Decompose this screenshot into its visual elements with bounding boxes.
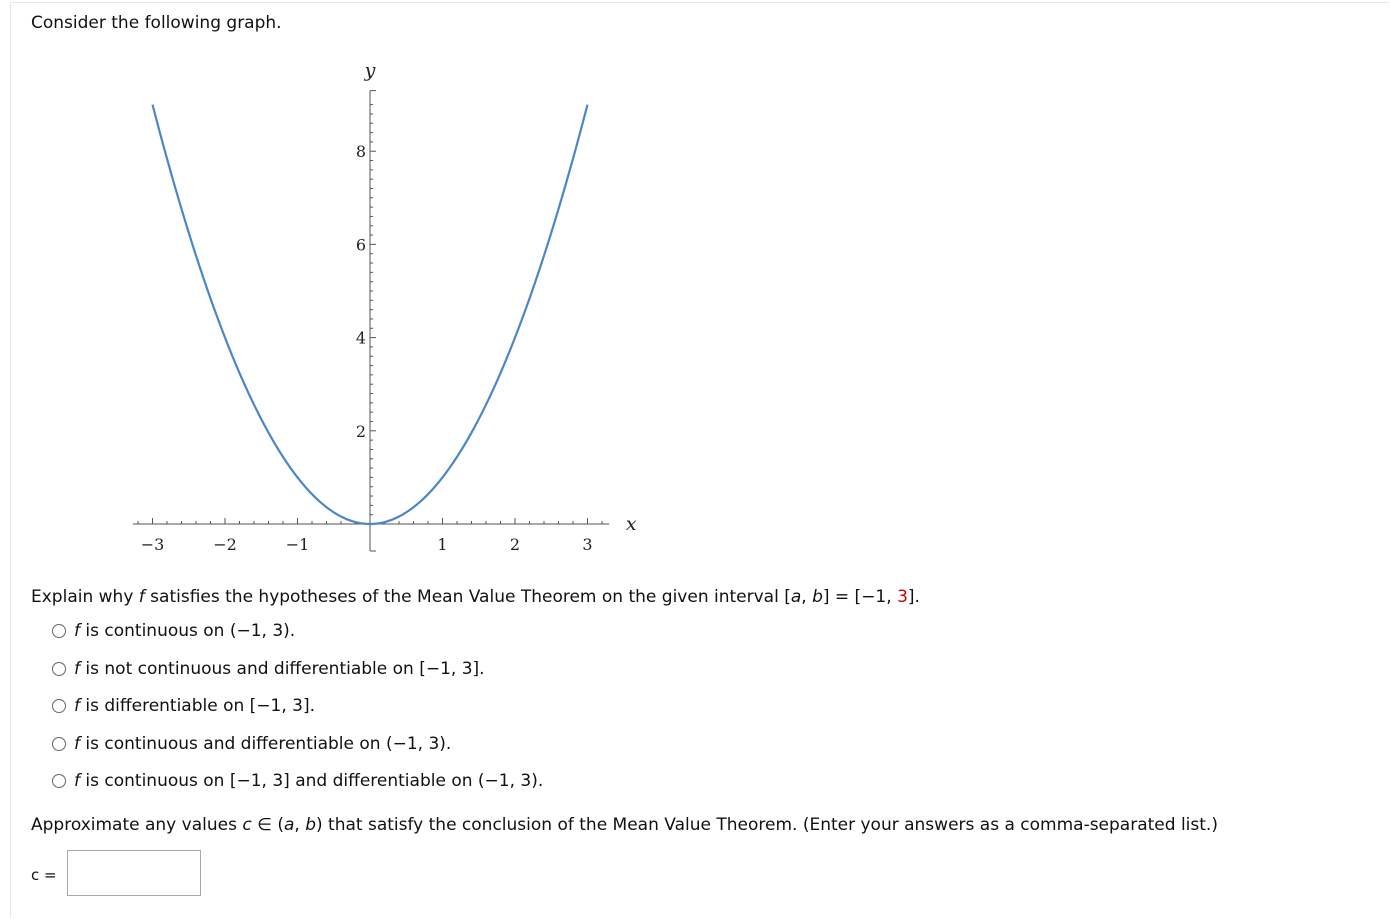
radio-button[interactable] — [52, 774, 66, 788]
y-tick-label: 2 — [355, 421, 366, 441]
radio-button[interactable] — [52, 737, 66, 751]
question-2: Approximate any values c ∈ (a, b) that satisfy the conclusion of the Mean Value Theorem. (Enter your answers as a comma-separated list.) — [31, 815, 1218, 835]
x-tick-label: −2 — [213, 535, 237, 554]
x-tick-label: 3 — [582, 535, 593, 554]
option-5[interactable] — [52, 770, 543, 792]
answer-label: c = — [31, 866, 57, 884]
x-tick-label: 2 — [509, 535, 521, 554]
radio-button[interactable] — [52, 662, 66, 676]
radio-button[interactable] — [52, 624, 66, 638]
x-tick-label: −1 — [285, 535, 310, 554]
radio-button[interactable] — [52, 699, 66, 713]
parabola-graph — [120, 55, 640, 555]
x-axis-label: x — [625, 513, 637, 535]
graph-axes — [133, 91, 609, 551]
y-tick-label: 8 — [355, 142, 366, 162]
y-tick-label: 6 — [355, 235, 366, 255]
option-1[interactable] — [52, 620, 295, 642]
option-2[interactable] — [52, 658, 485, 680]
option-label: f is continuous and differentiable on (−1, 3). — [74, 734, 452, 754]
option-label: f is not continuous and differentiable on [−1, 3]. — [74, 659, 485, 679]
y-tick-label: 4 — [355, 328, 366, 348]
y-axis-label: y — [364, 59, 376, 82]
intro-text: Consider the following graph. — [31, 13, 282, 33]
option-4[interactable] — [52, 733, 451, 755]
graph-tick-labels — [141, 142, 593, 554]
x-tick-label: −3 — [140, 535, 165, 554]
option-label: f is differentiable on [−1, 3]. — [74, 696, 316, 716]
question-1: Explain why f satisfies the hypotheses of the Mean Value Theorem on the given interval [a, b] = [−1, 3]. — [31, 587, 920, 607]
option-3[interactable] — [52, 695, 315, 717]
x-tick-label: 1 — [437, 535, 448, 554]
option-label: f is continuous on (−1, 3). — [74, 621, 296, 641]
option-label: f is continuous on [−1, 3] and differentiable on (−1, 3). — [74, 771, 544, 791]
answer-input[interactable] — [67, 850, 201, 896]
